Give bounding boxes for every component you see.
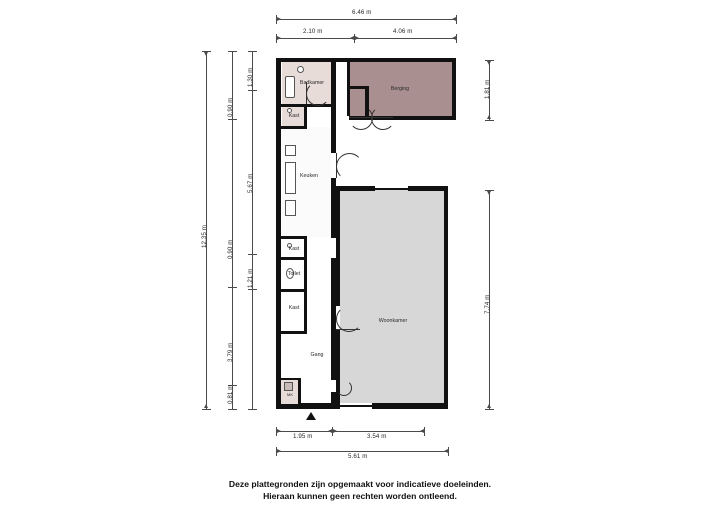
wall-kast-top-bottom <box>278 126 307 129</box>
wall-top-left <box>276 58 336 62</box>
top-right-dimension-line <box>354 38 456 39</box>
dimension-left-090-a: 0.90 m <box>227 97 234 117</box>
dimension-left-090-b: 0.90 m <box>227 239 234 259</box>
wall-corridor-right-upper <box>331 58 336 153</box>
dimension-left-567: 5.67 m <box>247 173 254 193</box>
top-left-arrow-a <box>277 36 281 40</box>
dimension-left-130: 1.30 m <box>247 67 254 87</box>
stove-fixture <box>285 145 296 156</box>
bottom-overall-arrow-b <box>444 449 448 453</box>
dimension-left-379: 3.79 m <box>227 342 234 362</box>
left-chain-c-tick-2 <box>248 90 257 91</box>
left-chain-b-tick-1 <box>228 51 237 52</box>
bottom-overall-tick-b <box>448 447 449 456</box>
top-left-dimension-line <box>276 38 354 39</box>
wall-toilet-bottom <box>278 289 307 292</box>
door-arc-keuken <box>336 153 363 180</box>
label-kast-top: Kast <box>288 113 300 119</box>
right-181-arrow-bottom <box>487 115 491 119</box>
bottom-right-arrow-a <box>333 429 337 433</box>
left-chain-c-tick-5 <box>248 409 257 410</box>
room-woonkamer <box>340 190 445 403</box>
left-chain-c-tick-4 <box>248 289 257 290</box>
right-181-tick-bottom <box>485 120 494 121</box>
door-arc-entry <box>336 380 352 396</box>
meterkast-fixture <box>284 382 293 391</box>
wall-left-outer <box>276 58 281 409</box>
kitchen-appliance-fixture <box>285 200 296 216</box>
label-kast-low: Kast <box>288 305 300 311</box>
dimension-bottom-right: 3.54 m <box>367 433 387 440</box>
bottom-left-arrow-b <box>328 429 332 433</box>
wall-woonkamer-left-lower <box>336 330 340 409</box>
door-leaf-keuken <box>336 153 337 178</box>
dimension-right-181: 1.81 m <box>484 79 491 99</box>
left-chain-b-tick-3 <box>228 287 237 288</box>
sink-fixture <box>297 66 304 73</box>
wall-woonkamer-top <box>337 186 375 191</box>
label-kast-mid: Kast <box>288 246 300 252</box>
bottom-left-dimension-line <box>276 431 332 432</box>
wall-kast-mid-bottom <box>278 257 307 260</box>
dimension-top-left: 2.10 m <box>303 28 323 35</box>
left-overall-tick-bottom <box>202 409 211 410</box>
label-gang: Gang <box>310 352 324 358</box>
door-leaf-berging-left <box>349 117 371 118</box>
bottom-right-arrow-b <box>420 429 424 433</box>
label-keuken: Keuken <box>300 173 318 179</box>
dimension-left-overall: 12.35 m <box>201 224 208 248</box>
wall-woonkamer-left <box>336 186 340 306</box>
label-mk: MK <box>287 392 293 397</box>
dimension-overall-top: 6.46 m <box>352 9 372 16</box>
label-woonkamer: Woonkamer <box>378 318 408 324</box>
room-gang-upper <box>305 237 331 405</box>
left-overall-arrow-bottom <box>204 404 208 408</box>
bottom-left-arrow-a <box>277 429 281 433</box>
left-chain-b-tick-5 <box>228 409 237 410</box>
right-774-arrow-top <box>487 191 491 195</box>
top-right-tick-b <box>456 34 457 43</box>
wall-top-right <box>336 58 456 62</box>
door-leaf-woonkamer <box>336 329 360 330</box>
label-berging: Berging <box>390 86 410 92</box>
wall-woonkamer-top-window <box>375 188 408 190</box>
wall-berging-notch-bottom <box>349 86 367 89</box>
wall-bottom-window <box>338 405 372 407</box>
left-chain-b-tick-2 <box>228 119 237 120</box>
dimension-right-774: 7.74 m <box>484 294 491 314</box>
top-right-arrow-b <box>452 36 456 40</box>
wall-right-outer <box>444 186 448 409</box>
bottom-right-tick-b <box>424 427 425 436</box>
wall-kast-mid-top <box>278 236 307 239</box>
top-overall-dimension-line <box>276 19 456 20</box>
right-774-tick-bottom <box>485 409 494 410</box>
right-181-arrow-top <box>487 61 491 65</box>
dimension-left-081: 0.81 m <box>227 384 234 404</box>
right-774-arrow-bottom <box>487 404 491 408</box>
wall-right-berging <box>452 58 456 120</box>
label-badkamer: Badkamer <box>299 80 325 86</box>
top-overall-tick-right <box>456 15 457 24</box>
bottom-overall-dimension-line <box>276 451 448 452</box>
label-toilet: Toilet <box>287 271 301 277</box>
left-chain-c-line <box>252 51 253 409</box>
dimension-top-right: 4.06 m <box>393 28 413 35</box>
top-left-arrow-b <box>350 36 354 40</box>
footer-disclaimer-line1: Deze plattegronden zijn opgemaakt voor indicatieve doeleinden. <box>228 479 492 489</box>
dimension-left-121: 1.21 m <box>247 268 254 288</box>
wall-bottom-right <box>372 403 448 409</box>
dimension-overall-bottom: 5.61 m <box>348 453 368 460</box>
left-chain-c-tick-1 <box>248 51 257 52</box>
dimension-bottom-left: 1.95 m <box>293 433 313 440</box>
entrance-marker-icon <box>306 412 316 420</box>
top-right-arrow-a <box>355 36 359 40</box>
wall-mk-right <box>298 378 301 409</box>
wall-woonkamer-top-right <box>408 186 448 191</box>
left-overall-arrow-top <box>204 52 208 56</box>
footer-disclaimer-line2: Hieraan kunnen geen rechten worden ontleend. <box>263 491 457 501</box>
top-overall-arrow-left <box>277 17 281 21</box>
door-leaf-berging-right <box>371 117 393 118</box>
bottom-right-dimension-line <box>332 431 424 432</box>
left-chain-c-tick-3 <box>248 254 257 255</box>
top-overall-arrow-right <box>452 17 456 21</box>
wall-kast-low-bottom <box>278 331 307 334</box>
bottom-overall-arrow-a <box>277 449 281 453</box>
